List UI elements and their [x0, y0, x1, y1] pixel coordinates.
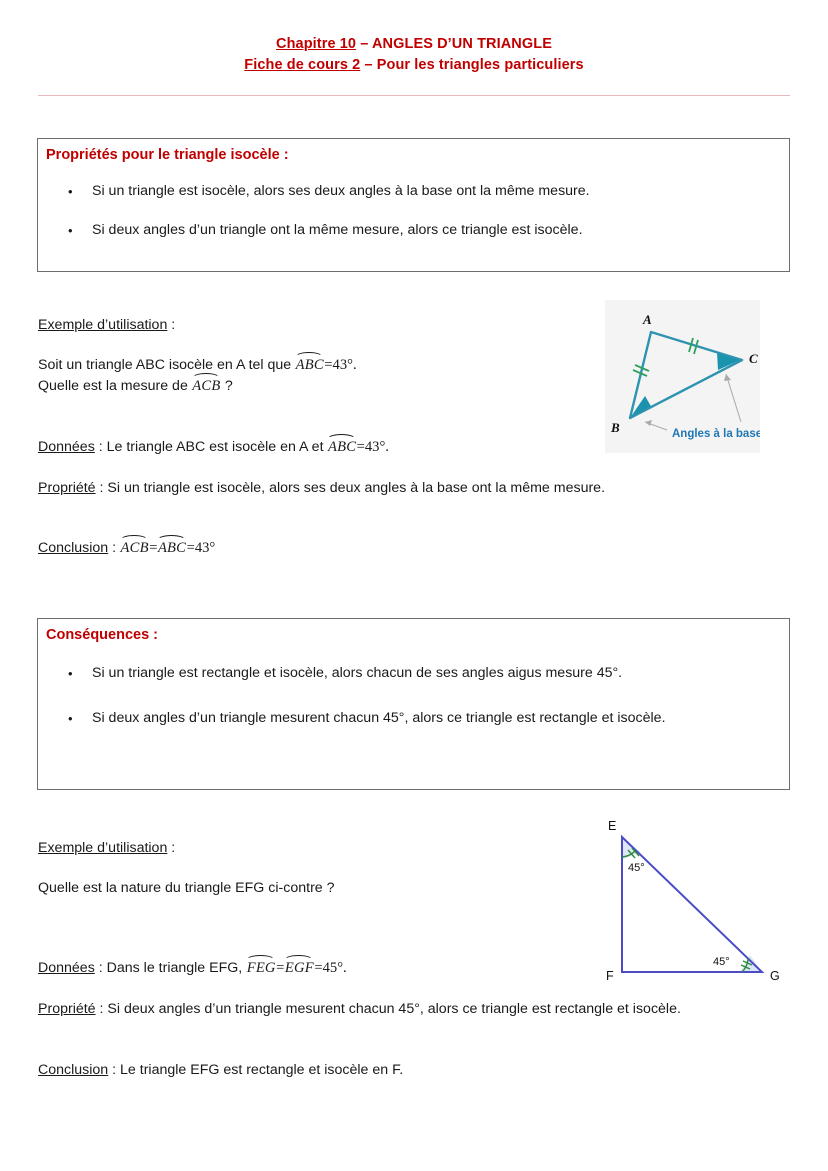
consequences-box — [37, 618, 790, 790]
list-item — [68, 181, 771, 202]
conclusion-label: Conclusion — [38, 1062, 109, 1078]
angle-label-e: 45° — [628, 862, 645, 874]
vertex-label-e: E — [608, 819, 617, 833]
vertex-label-g: G — [770, 969, 780, 983]
angle-feg: FEG — [246, 958, 276, 979]
consequences-list — [68, 663, 771, 747]
list-item-text: Si un triangle est isocèle, alors ses deux angles à la base ont la même mesure. — [92, 183, 590, 199]
header-chapter-underlined: Chapitre 10 — [276, 36, 357, 52]
list-item — [68, 708, 771, 729]
donnees-value: =43°. — [356, 439, 389, 455]
bullet-icon: • — [68, 184, 73, 199]
donnees-text-a: : Le triangle ABC est isocèle en A et — [94, 439, 328, 455]
example1-propriete — [38, 478, 738, 499]
example2-propriete — [38, 999, 748, 1020]
header-sheet-underlined: Fiche de cours 2 — [244, 57, 361, 73]
conclusion-text-a: : — [108, 540, 121, 556]
triangle-abc-figure — [605, 300, 760, 453]
example1-heading — [38, 315, 175, 336]
angle-abc: ABC — [157, 538, 186, 559]
angle-label-g: 45° — [713, 956, 730, 968]
angle-acb: ACB — [192, 376, 221, 397]
example2-donnees — [38, 958, 347, 979]
example1-heading-rest: : — [167, 317, 176, 333]
consequences-title: Conséquences : — [46, 627, 158, 643]
triangle-efg-figure — [595, 812, 795, 984]
conclusion-label: Conclusion — [38, 540, 109, 556]
page-header — [0, 34, 828, 76]
donnees-text-a: : Dans le triangle EFG, — [94, 960, 247, 976]
header-chapter-rest: – ANGLES D’UN TRIANGLE — [356, 36, 552, 52]
propriete-text: : Si deux angles d’un triangle mesurent chacun 45°, alors ce triangle est rectangle et isocèle. — [95, 1001, 681, 1017]
triangle-abc-svg — [605, 300, 760, 453]
header-divider — [38, 95, 790, 96]
properties-isoceles-list — [68, 181, 771, 259]
header-sheet-rest: – Pour les triangles particuliers — [360, 57, 584, 73]
example2-question: Quelle est la nature du triangle EFG ci-contre ? — [38, 880, 335, 896]
angle-egf: EGF — [284, 958, 314, 979]
angle-acb: ACB — [120, 538, 149, 559]
example2-heading-underlined: Exemple d’utilisation — [38, 840, 168, 856]
bullet-icon: • — [68, 666, 73, 681]
example1-question-text-a: Quelle est la mesure de — [38, 378, 192, 394]
header-line-2 — [0, 55, 828, 76]
angles-base-caption: Angles à la base — [672, 428, 760, 440]
propriete-label: Propriété — [38, 480, 96, 496]
conclusion-text: : Le triangle EFG est rectangle et isocèle en F. — [108, 1062, 404, 1078]
example1-statement — [38, 355, 598, 397]
example1-donnees — [38, 437, 598, 458]
example2-heading-rest: : — [167, 840, 176, 856]
donnees-label: Données — [38, 439, 95, 455]
list-item-text: Si deux angles d’un triangle mesurent chacun 45°, alors ce triangle est rectangle et isocèle. — [92, 710, 666, 726]
vertex-label-c: C — [749, 351, 758, 366]
list-item-text: Si deux angles d’un triangle ont la même mesure, alors ce triangle est isocèle. — [92, 222, 583, 238]
angle-abc: ABC — [327, 437, 356, 458]
donnees-value: =45°. — [314, 960, 347, 976]
example1-heading-underlined: Exemple d’utilisation — [38, 317, 168, 333]
list-item-text: Si un triangle est rectangle et isocèle, alors chacun de ses angles aigus mesure 45°. — [92, 665, 623, 681]
bullet-icon: • — [68, 223, 73, 238]
propriete-text: : Si un triangle est isocèle, alors ses deux angles à la base ont la même mesure. — [95, 480, 606, 496]
example1-statement-value: =43°. — [324, 357, 357, 373]
donnees-label: Données — [38, 960, 95, 976]
example1-conclusion — [38, 538, 215, 559]
vertex-label-f: F — [606, 969, 614, 983]
propriete-label: Propriété — [38, 1001, 96, 1017]
example2-conclusion — [38, 1060, 403, 1081]
donnees-equals: = — [276, 960, 285, 976]
example1-statement-text-a: Soit un triangle ABC isocèle en A tel que — [38, 357, 296, 373]
bullet-icon: • — [68, 711, 73, 726]
properties-isoceles-title: Propriétés pour le triangle isocèle : — [46, 147, 289, 163]
header-line-1 — [0, 34, 828, 55]
vertex-label-b: B — [611, 420, 620, 435]
triangle-efg-svg — [595, 812, 795, 984]
conclusion-value: =43° — [186, 540, 216, 556]
triangle-efg-outline — [622, 837, 762, 972]
example2-heading — [38, 838, 175, 859]
example1-question-text-b: ? — [220, 378, 233, 394]
list-item — [68, 220, 771, 241]
vertex-label-a: A — [643, 312, 652, 327]
properties-isoceles-box — [37, 138, 790, 272]
conclusion-equals: = — [149, 540, 158, 556]
list-item — [68, 663, 771, 684]
angle-abc: ABC — [295, 355, 324, 376]
